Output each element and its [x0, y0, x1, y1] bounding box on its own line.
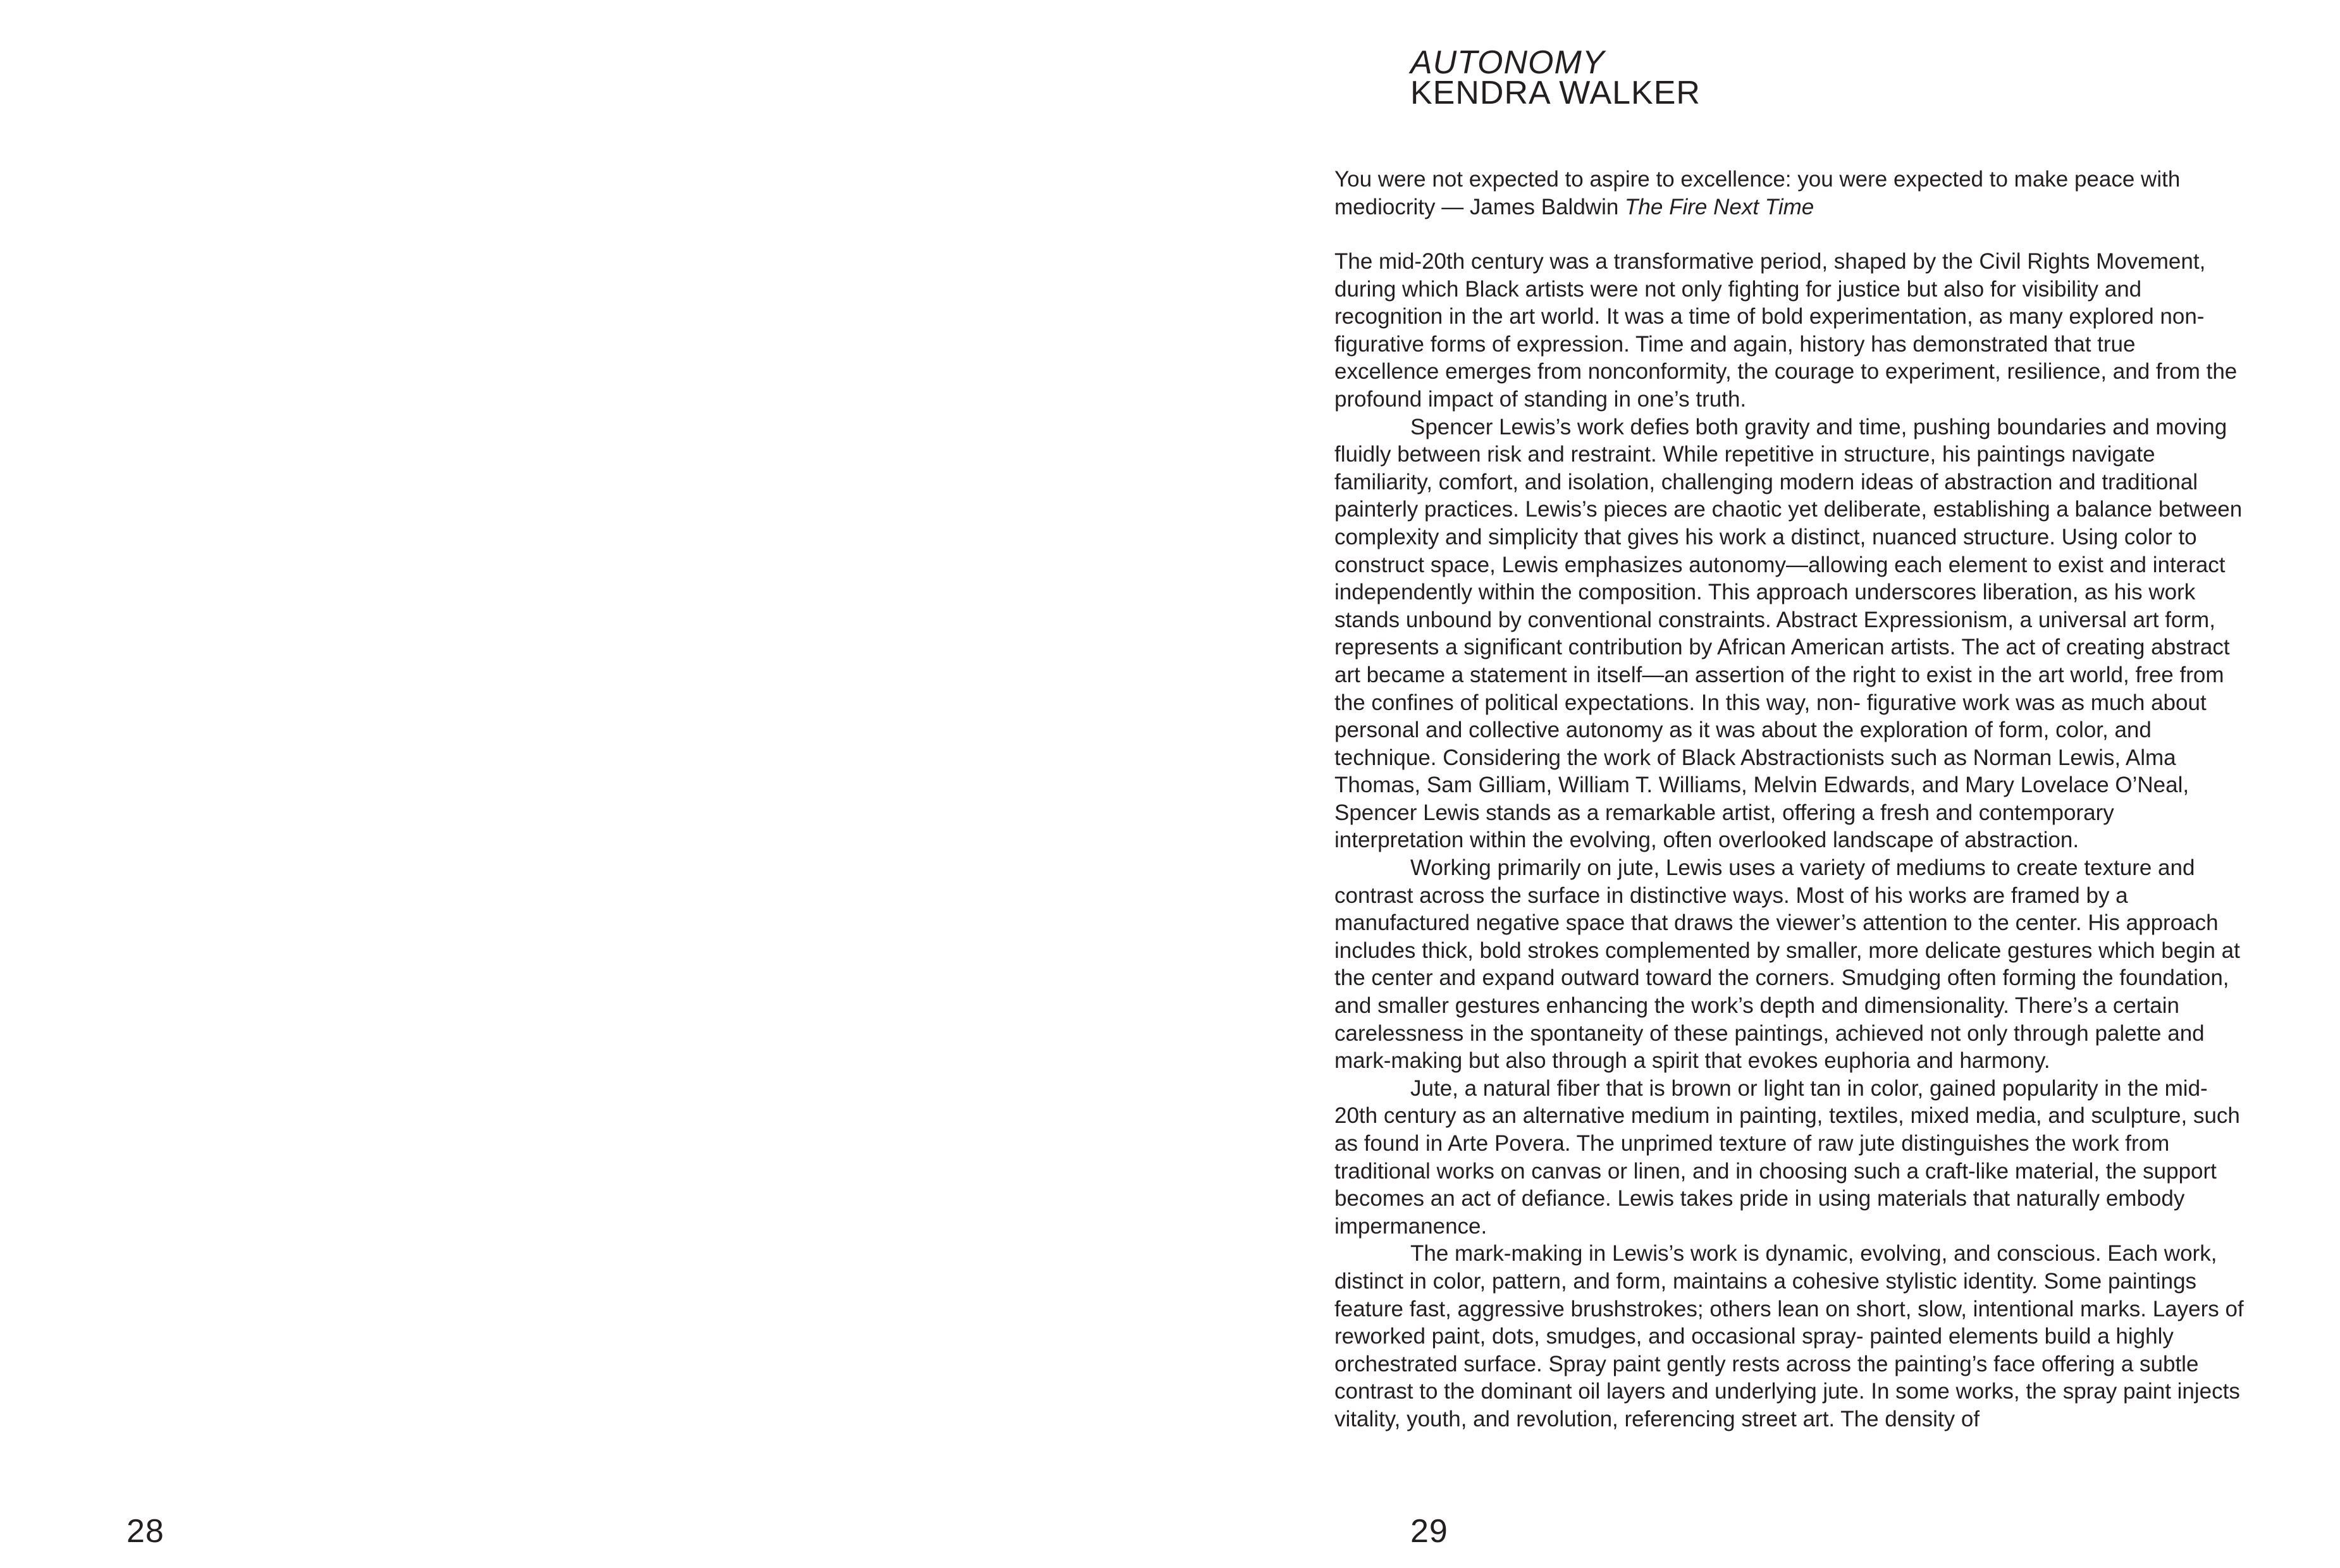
paragraph-1: The mid-20th century was a transformative period, shaped by the Civil Rights Movement, during which Black artists were not only fighting for justice but also for visibility and recognition in the art world. It was a time of bold experimentation, as many explored non-figurative forms of expression. Time and again, history has demonstrated that true excellence emerges from nonconformity, the courage to experiment, resilience, and from the profound impact of standing in one’s truth. — [1334, 249, 2238, 412]
right-page — [1170, 0, 2340, 1568]
essay-body — [1334, 248, 2245, 1433]
paragraph-4: Jute, a natural fiber that is brown or light tan in color, gained popularity in the mid- 20th century as an alternative medium in painting, textiles, mixed media, and sculpture, such as found in Arte Povera. The unprimed texture of raw jute distinguishes the work from traditional works on canvas or linen, and in choosing such a craft-like material, the support becomes an act of defiance. Lewis takes pride in using materials that naturally embody impermanence. — [1334, 1075, 2240, 1239]
essay-author: KENDRA WALKER — [1410, 75, 1701, 111]
epigraph-quote: You were not expected to aspire to excellence: you were expected to make peace with mediocrity — James Baldwin — [1334, 167, 2181, 219]
essay-title: AUTONOMY — [1410, 44, 1605, 81]
title-block — [1410, 44, 1701, 111]
page-number-right: 29 — [1410, 1513, 1448, 1550]
page-number-left: 28 — [126, 1513, 164, 1550]
paragraph-3: Working primarily on jute, Lewis uses a variety of mediums to create texture and contrast across the surface in distinctive ways. Most of his works are framed by a manufactured negative space that draws the viewer’s attention to the center. His approach includes thick, bold strokes complemented by smaller, more delicate gestures which begin at the center and expand outward toward the corners. Smudging often forming the foundation, and smaller gestures enhancing the work’s depth and dimensionality. There’s a certain carelessness in the spontaneity of these paintings, achieved not only through palette and mark-making but also through a spirit that evokes euphoria and harmony. — [1334, 855, 2240, 1074]
paragraph-5: The mark-making in Lewis’s work is dynamic, evolving, and conscious. Each work, distinct in color, pattern, and form, maintains a cohesive stylistic identity. Some paintings feature fast, aggressive brushstrokes; others lean on short, slow, intentional marks. Layers of reworked paint, dots, smudges, and occasional spray- painted elements build a highly orchestrated surface. Spray paint gently rests across the painting’s face offering a subtle contrast to the dominant oil layers and underlying jute. In some works, the spray paint injects vitality, youth, and revolution, referencing street art. The density of — [1334, 1241, 2244, 1431]
epigraph — [1334, 166, 2245, 221]
epigraph-work-title: The Fire Next Time — [1625, 195, 1814, 219]
paragraph-2: Spencer Lewis’s work defies both gravity and time, pushing boundaries and moving fluidly between risk and restraint. While repetitive in structure, his paintings navigate familiarity, comfort, and isolation, challenging modern ideas of abstraction and traditional painterly practices. Lewis’s pieces are chaotic yet deliberate, establishing a balance between complexity and simplicity that gives his work a distinct, nuanced structure. Using color to construct space, Lewis emphasizes autonomy—allowing each element to exist and interact independently within the composition. This approach underscores liberation, as his work stands unbound by conventional constraints. Abstract Expressionism, a universal art form, represents a significant contribution by African American artists. The act of creating abstract art became a statement in itself—an assertion of the right to exist in the art world, free from the confines of political expectations. In this way, non- figurative work was as much about personal and collective autonomy as it was about the exploration of form, color, and technique. Considering the work of Black Abstractionists such as Norman Lewis, Alma Thomas, Sam Gilliam, William T. Williams, Melvin Edwards, and Mary Lovelace O’Neal, Spencer Lewis stands as a remarkable artist, offering a fresh and contemporary interpretation within the evolving, often overlooked landscape of abstraction. — [1334, 414, 2243, 853]
